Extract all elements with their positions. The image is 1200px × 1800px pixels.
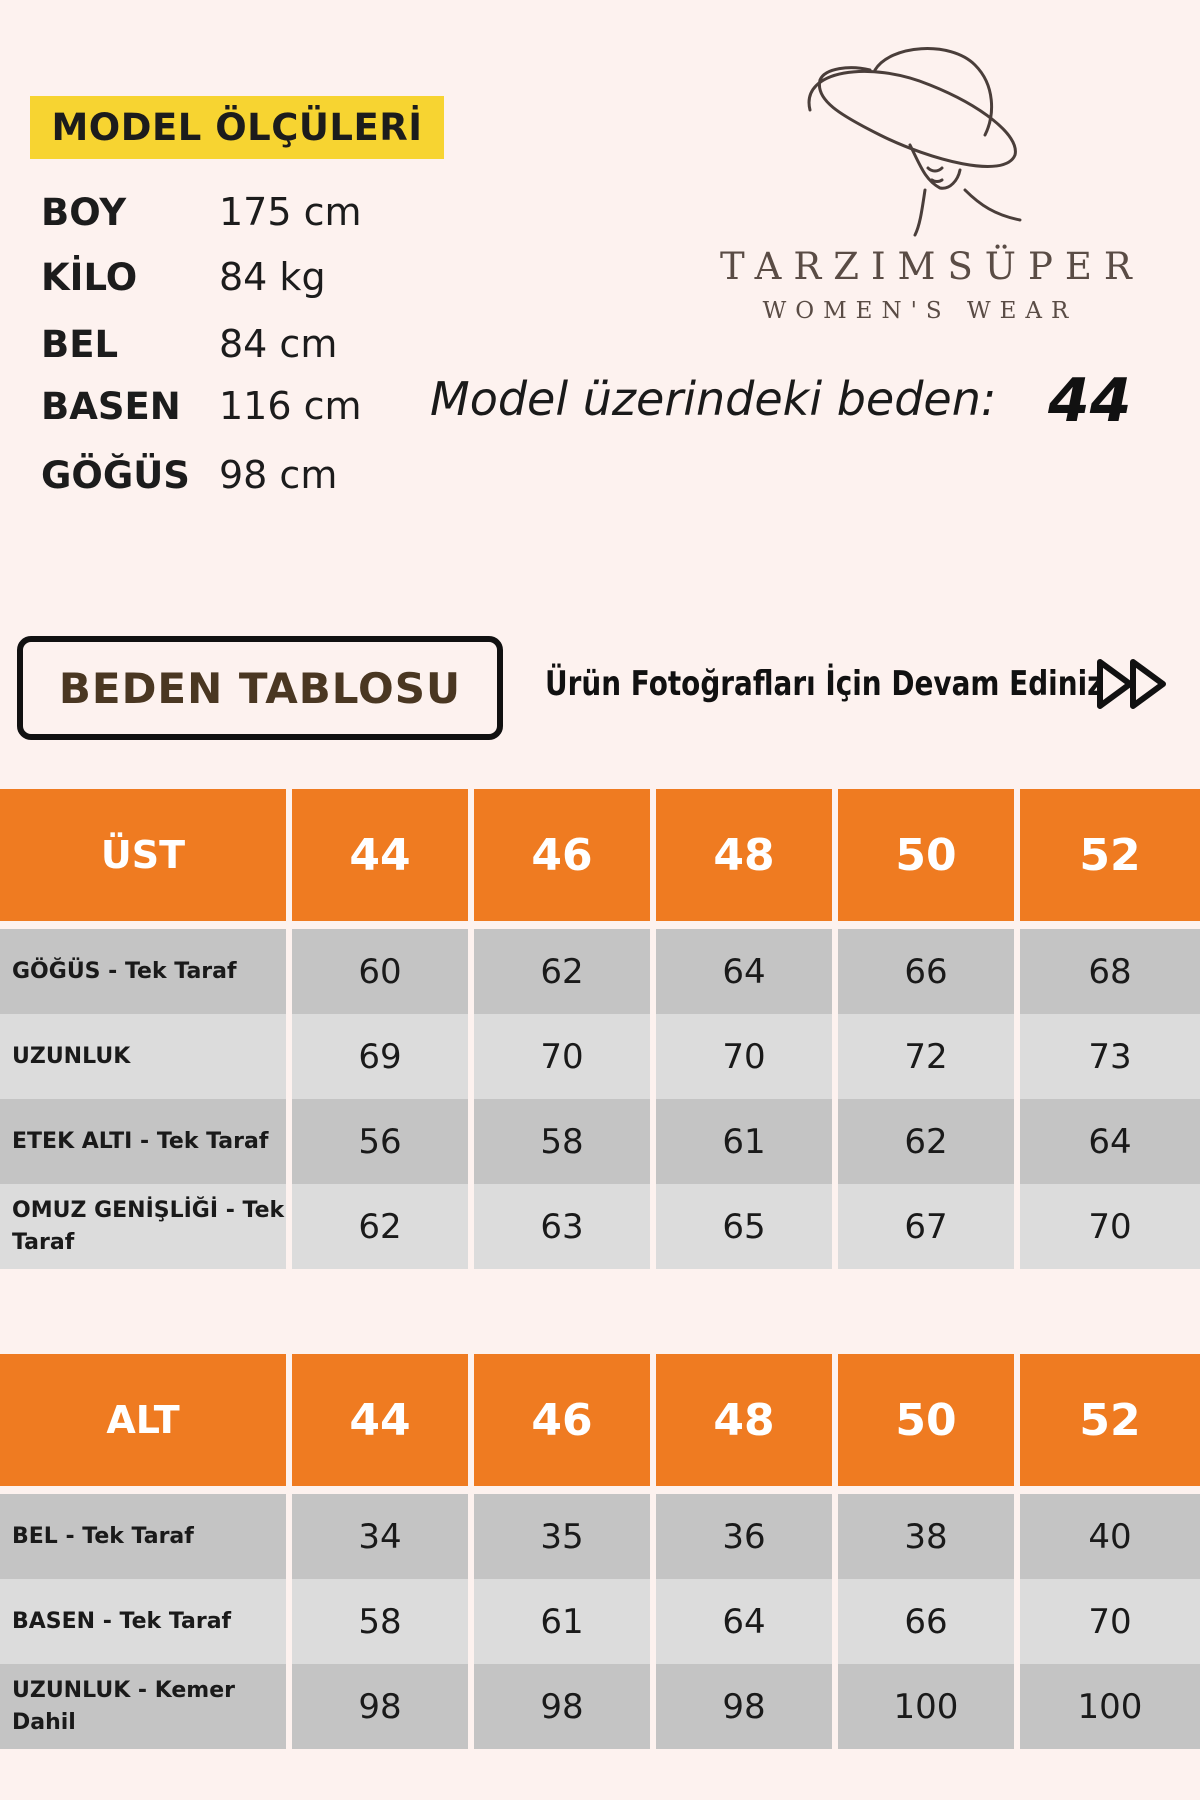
row-label: OMUZ GENİŞLİĞİ - Tek Taraf — [0, 1184, 292, 1269]
table-cell: 68 — [1020, 929, 1200, 1014]
table-cell: 62 — [292, 1184, 474, 1269]
table-header-category: ALT — [0, 1354, 292, 1486]
brand-name: TARZIMSÜPER — [720, 245, 1144, 288]
measurement-label: BOY — [41, 191, 127, 234]
size-table-button[interactable]: BEDEN TABLOSU — [17, 636, 503, 740]
table-cell: 64 — [1020, 1099, 1200, 1184]
size-header: 46 — [474, 789, 656, 921]
table-cell: 38 — [838, 1494, 1020, 1579]
measurement-value: 84 cm — [219, 322, 338, 366]
table-cell: 63 — [474, 1184, 656, 1269]
size-header: 48 — [656, 1354, 838, 1486]
table-cell: 58 — [474, 1099, 656, 1184]
woman-with-hat-icon — [780, 40, 1050, 240]
measurement-label: KİLO — [41, 256, 138, 299]
table-cell: 98 — [474, 1664, 656, 1749]
table-cell: 72 — [838, 1014, 1020, 1099]
measurement-value: 175 cm — [219, 190, 362, 234]
measurement-label: GÖĞÜS — [41, 454, 190, 497]
table-cell: 69 — [292, 1014, 474, 1099]
size-header: 44 — [292, 1354, 474, 1486]
measurement-value: 116 cm — [219, 384, 362, 428]
row-label: ETEK ALTI - Tek Taraf — [0, 1099, 292, 1184]
table-cell: 70 — [474, 1014, 656, 1099]
model-size-value: 44 — [1048, 366, 1132, 436]
table-cell: 100 — [838, 1664, 1020, 1749]
table-cell: 61 — [656, 1099, 838, 1184]
table-cell: 66 — [838, 1579, 1020, 1664]
size-header: 44 — [292, 789, 474, 921]
table-cell: 60 — [292, 929, 474, 1014]
row-label: BASEN - Tek Taraf — [0, 1579, 292, 1664]
table-cell: 98 — [656, 1664, 838, 1749]
measurement-label: BEL — [41, 323, 119, 366]
row-label: UZUNLUK — [0, 1014, 292, 1099]
table-cell: 70 — [1020, 1579, 1200, 1664]
table-row — [0, 1664, 1200, 1749]
table-row — [0, 929, 1200, 1014]
table-row — [0, 1184, 1200, 1269]
table-cell: 73 — [1020, 1014, 1200, 1099]
table-cell: 34 — [292, 1494, 474, 1579]
table-cell: 100 — [1020, 1664, 1200, 1749]
table-cell: 35 — [474, 1494, 656, 1579]
table-cell: 64 — [656, 929, 838, 1014]
lower-size-table — [0, 1354, 1200, 1749]
table-cell: 62 — [838, 1099, 1020, 1184]
table-cell: 67 — [838, 1184, 1020, 1269]
table-cell: 65 — [656, 1184, 838, 1269]
table-cell: 56 — [292, 1099, 474, 1184]
row-label: BEL - Tek Taraf — [0, 1494, 292, 1579]
table-cell: 70 — [656, 1014, 838, 1099]
table-cell: 62 — [474, 929, 656, 1014]
table-cell: 40 — [1020, 1494, 1200, 1579]
measurement-row-weight — [41, 255, 326, 303]
table-header-category: ÜST — [0, 789, 292, 921]
measurement-value: 98 cm — [219, 453, 338, 497]
row-label: UZUNLUK - Kemer Dahil — [0, 1664, 292, 1749]
measurement-row-height — [41, 190, 362, 238]
size-header: 52 — [1020, 789, 1200, 921]
size-header: 50 — [838, 789, 1020, 921]
table-cell: 36 — [656, 1494, 838, 1579]
size-header: 46 — [474, 1354, 656, 1486]
upper-size-table — [0, 789, 1200, 1269]
table-row — [0, 1099, 1200, 1184]
measurement-label: BASEN — [41, 385, 181, 428]
size-header: 48 — [656, 789, 838, 921]
table-cell: 61 — [474, 1579, 656, 1664]
table-cell: 70 — [1020, 1184, 1200, 1269]
measurement-row-hip — [41, 384, 362, 432]
table-row — [0, 1014, 1200, 1099]
table-cell: 98 — [292, 1664, 474, 1749]
size-header: 50 — [838, 1354, 1020, 1486]
table-row — [0, 1579, 1200, 1664]
table-cell: 66 — [838, 929, 1020, 1014]
brand-subtitle: WOMEN'S WEAR — [762, 298, 1078, 324]
measurement-row-chest — [41, 453, 337, 501]
model-size-label: Model üzerindeki beden: — [430, 372, 997, 426]
table-cell: 64 — [656, 1579, 838, 1664]
table-header-row — [0, 789, 1200, 921]
model-measurements-title: MODEL ÖLÇÜLERİ — [30, 96, 444, 159]
row-label: GÖĞÜS - Tek Taraf — [0, 929, 292, 1014]
measurement-row-waist — [41, 322, 337, 370]
continue-to-photos-link[interactable]: Ürün Fotoğrafları İçin Devam Ediniz — [545, 664, 1104, 704]
table-header-row — [0, 1354, 1200, 1486]
table-cell: 58 — [292, 1579, 474, 1664]
fast-forward-icon[interactable] — [1095, 656, 1170, 712]
measurement-value: 84 kg — [219, 255, 326, 299]
table-row — [0, 1494, 1200, 1579]
size-header: 52 — [1020, 1354, 1200, 1486]
